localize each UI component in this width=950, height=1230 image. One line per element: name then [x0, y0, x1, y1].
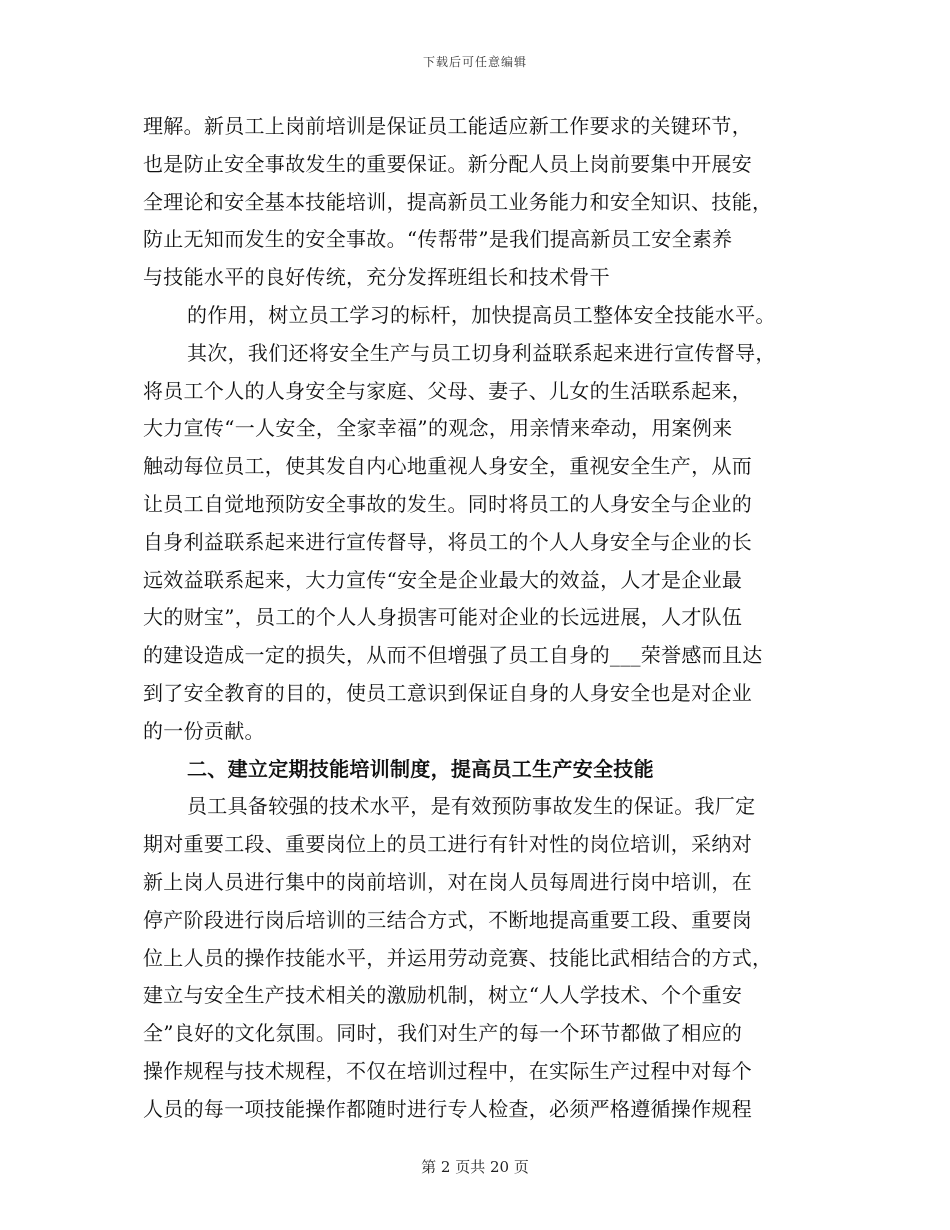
- text-line: 与技能水平的良好传统，充分发挥班组长和技术骨干: [143, 265, 610, 290]
- text-line: 也是防止安全事故发生的重要保证。新分配人员上岗前要集中开展安: [143, 151, 752, 176]
- text-line: 期对重要工段、重要岗位上的员工进行有针对性的岗位培训，采纳对: [143, 832, 752, 857]
- text-line: 远效益联系起来，大力宣传“安全是企业最大的效益，人才是企业最: [143, 567, 743, 592]
- text-line: 操作规程与技术规程，不仅在培训过程中，在实际生产过程中对每个: [143, 1058, 752, 1083]
- text-line: 理解。新员工上岗前培训是保证员工能适应新工作要求的关键环节，: [143, 114, 752, 138]
- text-line: 的作用，树立员工学习的标杆，加快提高员工整体安全技能水平。: [187, 302, 776, 327]
- document-body: [143, 108, 813, 1129]
- text-line: 全”良好的文化氛围。同时，我们对生产的每一个环节都做了相应的: [143, 1021, 743, 1046]
- text-line: 大力宣传“一人安全，全家幸福”的观念，用亲情来牵动，用案例来: [143, 416, 733, 441]
- text-line: 防止无知而发生的安全事故。“传帮带”是我们提高新员工安全素养: [143, 227, 733, 252]
- text-line: 让员工自觉地预防安全事故的发生。同时将员工的人身安全与企业的: [143, 491, 752, 516]
- text-line: 新上岗人员进行集中的岗前培训，对在岗人员每周进行岗中培训，在: [143, 869, 752, 894]
- section-heading: 二、建立定期技能培训制度，提高员工生产安全技能: [187, 756, 654, 781]
- page-header: 下载后可任意编辑: [422, 55, 527, 69]
- text-line: 自身利益联系起来进行宣传督导，将员工的个人人身安全与企业的长: [143, 529, 752, 554]
- text-line: 位上人员的操作技能水平，并运用劳动竞赛、技能比武相结合的方式，: [143, 945, 773, 970]
- text-line: 员工具备较强的技术水平，是有效预防事故发生的保证。我厂定: [187, 794, 756, 819]
- text-line: 建立与安全生产技术相关的激励机制，树立“人人学技术、个个重安: [143, 983, 743, 1008]
- text-line: 全理论和安全基本技能培训，提高新员工业务能力和安全知识、技能，: [143, 189, 773, 214]
- text-line: 大的财宝”，员工的个人人身损害可能对企业的长远进展，人才队伍: [143, 605, 743, 630]
- text-line: 触动每位员工，使其发自内心地重视人身安全，重视安全生产，从而: [143, 454, 752, 479]
- text-line: 的建设造成一定的损失，从而不但增强了员工自身的___荣誉感而且达: [143, 643, 763, 668]
- text-line: 其次，我们还将安全生产与员工切身利益联系起来进行宣传督导，: [187, 340, 776, 365]
- text-line: 的一份贡献。: [143, 718, 265, 743]
- page-footer: 第 2 页共 20 页: [421, 1158, 529, 1176]
- text-line: 到了安全教育的目的，使员工意识到保证自身的人身安全也是对企业: [143, 680, 752, 705]
- text-line: 将员工个人的人身安全与家庭、父母、妻子、儿女的生活联系起来，: [143, 378, 752, 403]
- text-line: 人员的每一项技能操作都随时进行专人检查，必须严格遵循操作规程: [143, 1096, 752, 1121]
- text-line: 停产阶段进行岗后培训的三结合方式，不断地提高重要工段、重要岗: [143, 907, 752, 932]
